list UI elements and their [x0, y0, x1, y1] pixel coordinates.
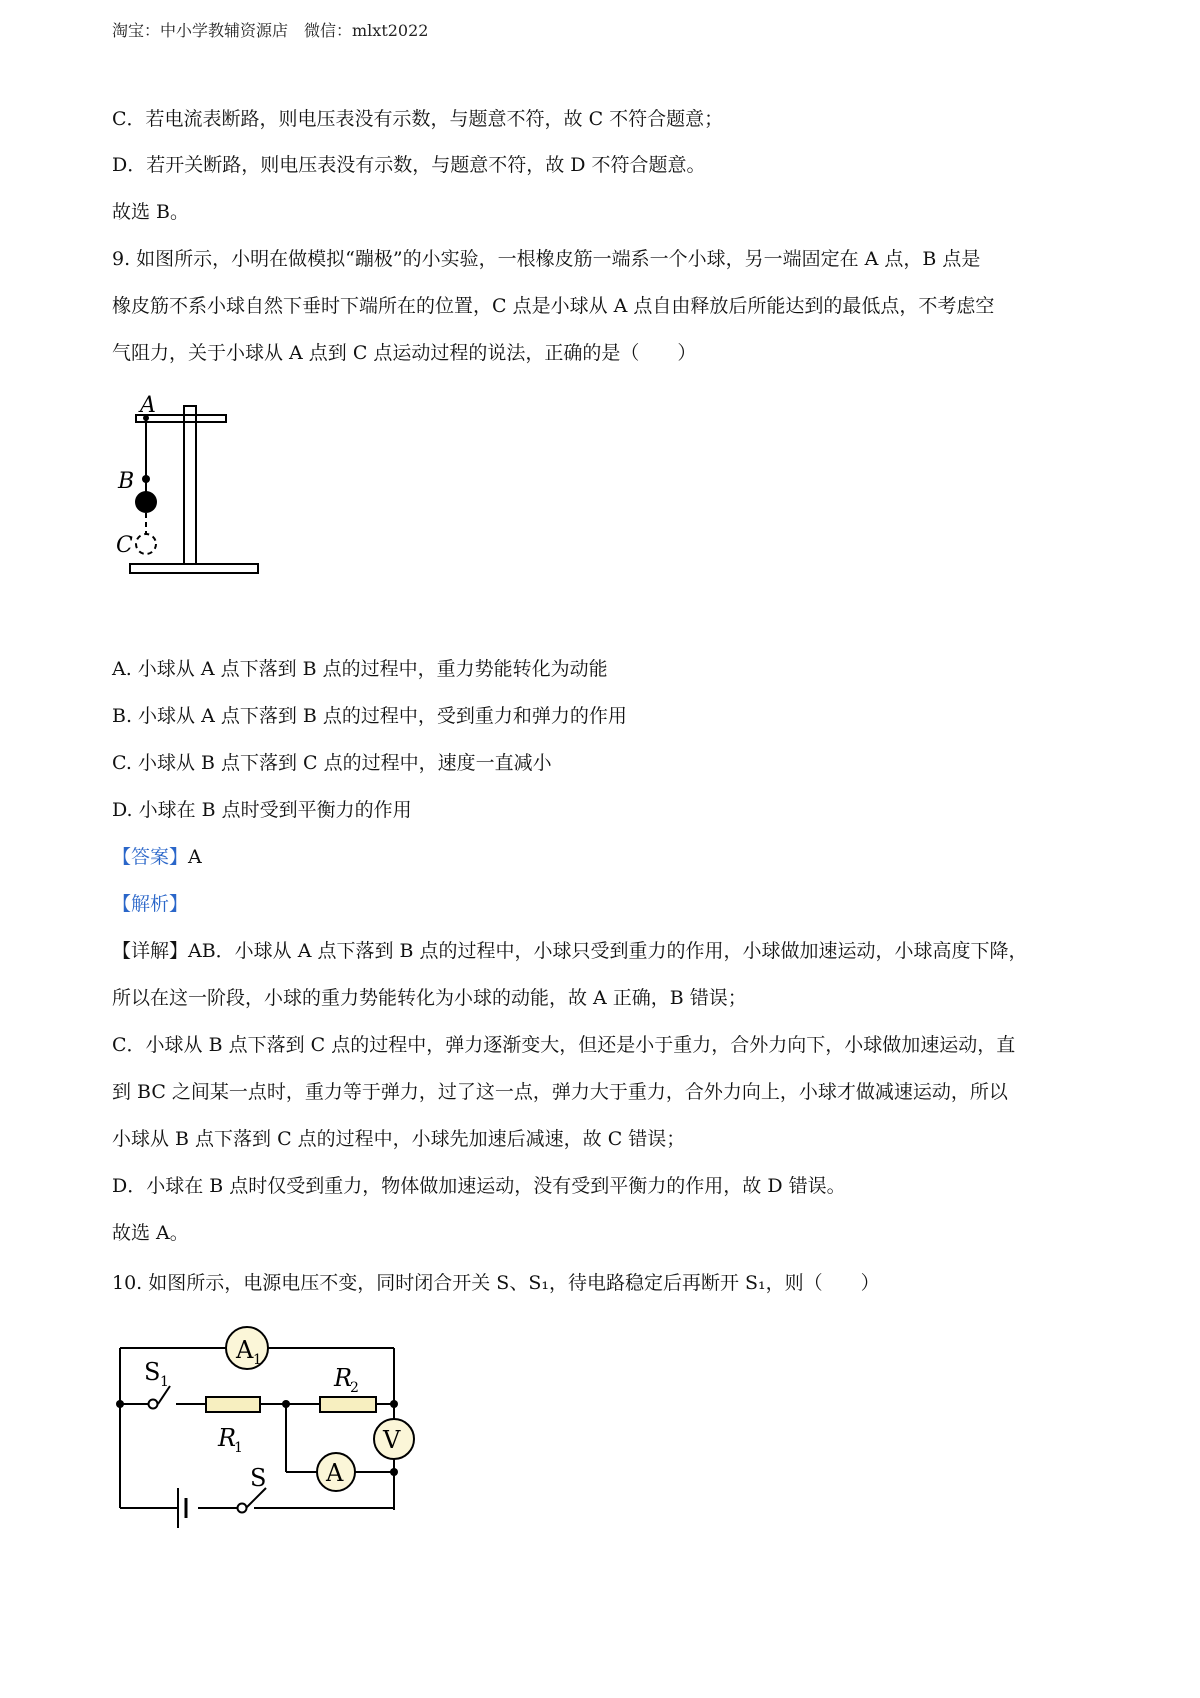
q9-option-c: C. 小球从 B 点下落到 C 点的过程中，速度一直减小 — [112, 752, 552, 774]
stand-pole — [184, 406, 196, 564]
label-a: A — [140, 393, 156, 418]
answer-tag: 【答案】 — [112, 846, 189, 868]
q9-analysis-tag: 【解析】 — [112, 893, 189, 915]
q9-detail-line2: 所以在这一阶段，小球的重力势能转化为小球的动能，故 A 正确，B 错误； — [112, 987, 747, 1009]
svg-text:S: S — [144, 1358, 161, 1386]
q9-stem-line2: 橡皮筋不系小球自然下垂时下端所在的位置，C 点是小球从 A 点自由释放后所能达到的最低点，不考虑空 — [112, 295, 995, 317]
prev-option-c: C．若电流表断路，则电压表没有示数，与题意不符，故 C 不符合题意； — [112, 108, 724, 130]
bungee-diagram — [118, 388, 278, 588]
q9-detail-line4: 到 BC 之间某一点时，重力等于弹力，过了这一点，弹力大于重力，合外力向上，小球才做减速运动，所以 — [112, 1081, 1008, 1103]
q10-stem: 10. 如图所示，电源电压不变，同时闭合开关 S、S₁，待电路稳定后再断开 S₁，则（ ） — [112, 1272, 880, 1294]
q9-stem-line3: 气阻力，关于小球从 A 点到 C 点运动过程的说法，正确的是（ ） — [112, 342, 697, 364]
q9-option-b: B. 小球从 A 点下落到 B 点的过程中，受到重力和弹力的作用 — [112, 705, 627, 727]
ball-position-c — [136, 534, 156, 554]
label-c: C — [116, 533, 133, 558]
stand-base — [130, 564, 258, 573]
svg-text:R: R — [334, 1364, 353, 1392]
q9-stem-line1: 9. 如图所示，小明在做模拟“蹦极”的小实验，一根橡皮筋一端系一个小球，另一端固定在 A 点，B 点是 — [112, 248, 981, 270]
q9-detail-line7: 故选 A。 — [112, 1222, 189, 1244]
answer-value: A — [188, 846, 202, 868]
switch-s-contact — [238, 1504, 247, 1513]
prev-choice: 故选 B。 — [112, 201, 190, 223]
circuit-diagram — [108, 1320, 428, 1550]
q9-detail-line3: C．小球从 B 点下落到 C 点的过程中，弹力逐渐变大，但还是小于重力，合外力向下，小球做加速运动，直 — [112, 1034, 1016, 1056]
q9-detail-line1: 【详解】AB．小球从 A 点下落到 B 点的过程中，小球只受到重力的作用，小球做加速运动，小球高度下降， — [112, 940, 1028, 962]
svg-text:V: V — [383, 1426, 401, 1454]
q9-option-a: A. 小球从 A 点下落到 B 点的过程中，重力势能转化为动能 — [112, 658, 608, 680]
svg-text:2: 2 — [350, 1380, 359, 1396]
svg-text:1: 1 — [253, 1352, 262, 1368]
q9-detail-line6: D．小球在 B 点时仅受到重力，物体做加速运动，没有受到平衡力的作用，故 D 错误。 — [112, 1175, 846, 1197]
resistor-r1 — [206, 1397, 260, 1412]
ball — [135, 491, 157, 513]
prev-option-d: D．若开关断路，则电压表没有示数，与题意不符，故 D 不符合题意。 — [112, 154, 706, 176]
q9-answer — [112, 844, 202, 870]
svg-text:1: 1 — [160, 1374, 169, 1390]
label-b: B — [118, 469, 135, 494]
switch-s1-contact — [149, 1400, 158, 1409]
svg-text:1: 1 — [234, 1440, 243, 1456]
svg-text:R: R — [218, 1424, 237, 1452]
page-header: 淘宝：中小学教辅资源店 微信：mlxt2022 — [112, 21, 429, 40]
point-b — [142, 475, 150, 483]
svg-text:A: A — [236, 1336, 254, 1364]
q9-detail-line5: 小球从 B 点下落到 C 点的过程中，小球先加速后减速，故 C 错误； — [112, 1128, 686, 1150]
svg-text:A: A — [326, 1459, 344, 1487]
resistor-r2 — [320, 1397, 376, 1412]
q9-option-d: D. 小球在 B 点时受到平衡力的作用 — [112, 799, 412, 821]
svg-text:S: S — [250, 1464, 267, 1492]
